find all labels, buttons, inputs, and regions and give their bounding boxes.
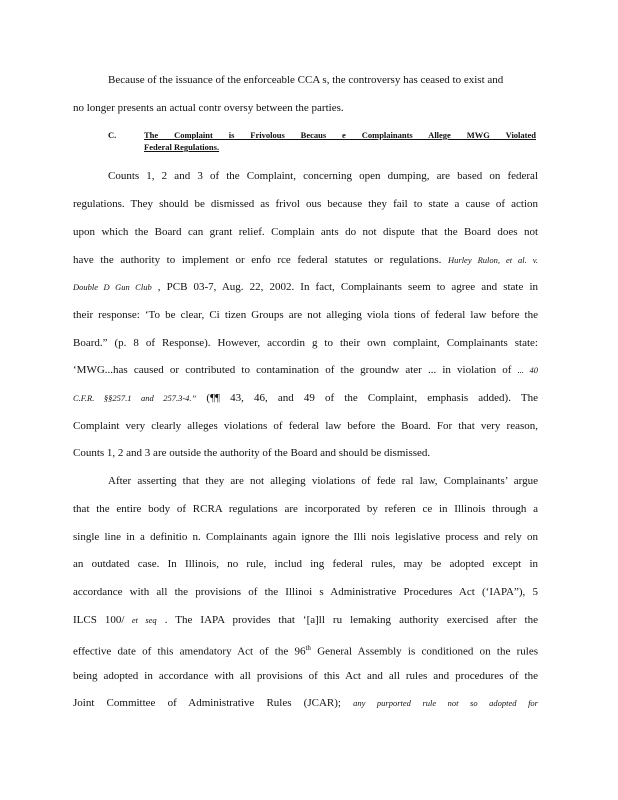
text-run: , PCB 03-7, Aug. 22, 2002. In fact, Complainants seem to agree and state in [151, 281, 538, 293]
paragraph-line: that the entire body of RCRA regulations are incorporated by referen ce in Illinois through a [73, 503, 538, 515]
paragraph-line [73, 614, 538, 627]
ordinal-superscript: th [305, 644, 311, 652]
case-citation-italic: Hurley Rulon, et al. v. [448, 255, 539, 265]
section-title-line1: The Complaint is Frivolous Becaus e Complainants Allege MWG Violated [144, 130, 536, 140]
paragraph-line [73, 392, 538, 405]
paragraph-line: being adopted in accordance with all provisions of this Act and all rules and procedures of the [73, 670, 538, 682]
section-letter: C. [108, 130, 117, 140]
paragraph-line: Board.” (p. 8 of Response). However, accordin g to their own complaint, Complainants state: [73, 337, 538, 349]
paragraph-line: Because of the issuance of the enforceable CCA s, the controversy has ceased to exist and [108, 74, 504, 86]
regulation-citation-italic: C.F.R. §§257.1 and 257.3-4.” [73, 393, 197, 403]
paragraph-line: Counts 1, 2 and 3 are outside the authority of the Board and should be dismissed. [73, 447, 431, 459]
case-citation-italic: Double D Gun Club [73, 282, 152, 292]
paragraph-line: an outdated case. In Illinois, no rule, includ ing federal rules, may be adopted except in [73, 558, 538, 570]
paragraph-line [73, 364, 538, 377]
paragraph-line [73, 254, 538, 267]
latin-italic: et seq [124, 615, 157, 625]
quote-italic: any purported rule not so adopted for [353, 698, 538, 708]
text-run: General Assembly is conditioned on the rules [310, 645, 539, 658]
paragraph-line: accordance with all the provisions of the Illinoi s Administrative Procedures Act (‘IAPA”), 5 [73, 586, 538, 598]
text-run: Joint Committee of Administrative Rules (JCAR); [73, 697, 354, 709]
text-run: . The IAPA provides that ‘[a]ll ru lemaking authority exercised after the [156, 614, 538, 626]
paragraph-line: Complaint very clearly alleges violations of federal law before the Board. For that very reason, [73, 420, 538, 432]
text-run: (¶¶ 43, 46, and 49 of the Complaint, emphasis added). The [196, 392, 538, 404]
paragraph-line: their response: ‘To be clear, Ci tizen Groups are not alleging viola tions of federal law before the [73, 309, 538, 321]
paragraph-line: no longer presents an actual contr oversy between the parties. [73, 102, 344, 114]
paragraph-line: regulations. They should be dismissed as frivol ous because they fail to state a cause of action [73, 198, 538, 210]
paragraph-line [73, 281, 538, 294]
text-run: effective date of this amendatory Act of the 96 [73, 645, 306, 658]
paragraph-line: After asserting that they are not alleging violations of fede ral law, Complainants’ argue [108, 475, 538, 487]
text-run: ‘MWG...has caused or contributed to contamination of the groundw ater ... in violation of [73, 364, 518, 376]
paragraph-line [73, 642, 538, 659]
paragraph-line: single line in a definitio n. Complainants again ignore the Illi nois legislative process and rely on [73, 531, 538, 543]
paragraph-line: upon which the Board can grant relief. Complain ants do not dispute that the Board does not [73, 226, 538, 238]
text-run: ILCS 100/ [73, 614, 125, 626]
paragraph-line: Counts 1, 2 and 3 of the Complaint, concerning open dumping, are based on federal [108, 170, 538, 182]
paragraph-line [73, 697, 538, 710]
regulation-citation-italic: ... 40 [517, 365, 539, 375]
section-title-line2: Federal Regulations. [144, 142, 220, 152]
text-run: have the authority to implement or enfo rce federal statutes or regulations. [73, 254, 448, 266]
